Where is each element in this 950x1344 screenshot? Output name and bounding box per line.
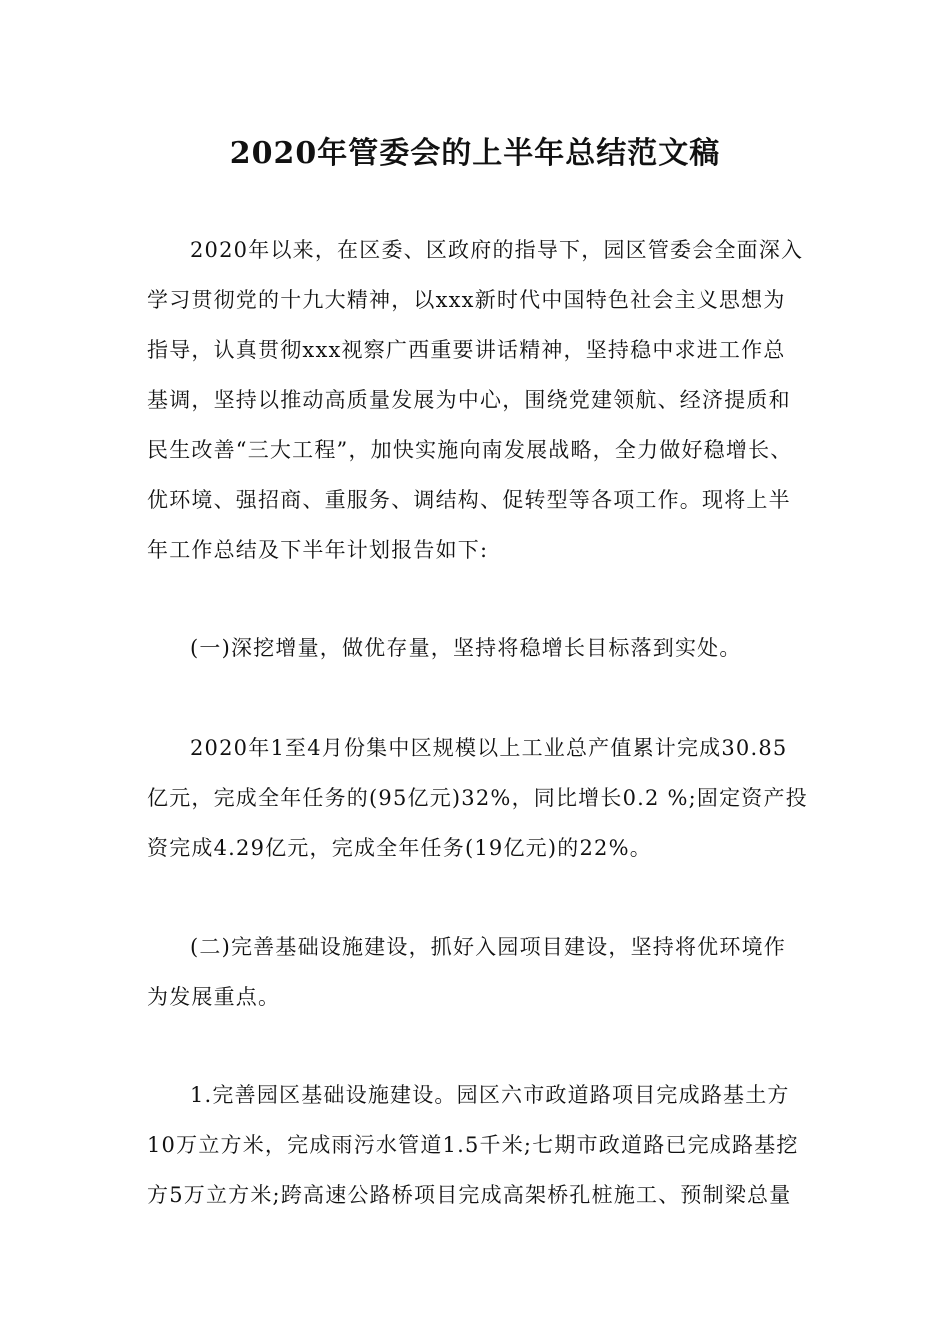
paragraph-1-line-4: 基调，坚持以推动高质量发展为中心，围绕党建领航、经济提质和 <box>147 388 791 412</box>
section-2-heading-line-2: 为发展重点。 <box>147 985 281 1009</box>
paragraph-2-line-1: 2020年1至4月份集中区规模以上工业总产值累计完成30.85 <box>190 736 788 760</box>
paragraph-1-line-6: 优环境、强招商、重服务、调结构、促转型等各项工作。现将上半 <box>147 488 791 512</box>
paragraph-1-line-7: 年工作总结及下半年计划报告如下: <box>147 538 489 562</box>
paragraph-1-line-2: 学习贯彻党的十九大精神，以xxx新时代中国特色社会主义思想为 <box>147 288 786 312</box>
paragraph-3-line-1: 1.完善园区基础设施建设。园区六市政道路项目完成路基土方 <box>190 1083 790 1107</box>
section-1-heading: (一)深挖增量，做优存量，坚持将稳增长目标落到实处。 <box>190 636 742 660</box>
document-title: 2020年管委会的上半年总结范文稿 <box>229 136 721 171</box>
paragraph-3-line-2: 10万立方米，完成雨污水管道1.5千米;七期市政道路已完成路基挖 <box>147 1133 799 1157</box>
paragraph-3-line-3: 方5万立方米;跨高速公路桥项目完成高架桥孔桩施工、预制梁总量 <box>147 1183 792 1207</box>
section-2-heading-line-1: (二)完善基础设施建设，抓好入园项目建设，坚持将优环境作 <box>190 935 786 959</box>
paragraph-2-line-2: 亿元，完成全年任务的(95亿元)32%，同比增长0.2 %;固定资产投 <box>147 786 808 810</box>
paragraph-1-line-3: 指导，认真贯彻xxx视察广西重要讲话精神，坚持稳中求进工作总 <box>147 338 786 362</box>
paragraph-1-line-1: 2020年以来，在区委、区政府的指导下，园区管委会全面深入 <box>190 238 804 262</box>
paragraph-2-line-3: 资完成4.29亿元，完成全年任务(19亿元)的22%。 <box>147 836 652 860</box>
paragraph-1-line-5: 民生改善“三大工程”，加快实施向南发展战略，全力做好稳增长、 <box>147 438 793 462</box>
